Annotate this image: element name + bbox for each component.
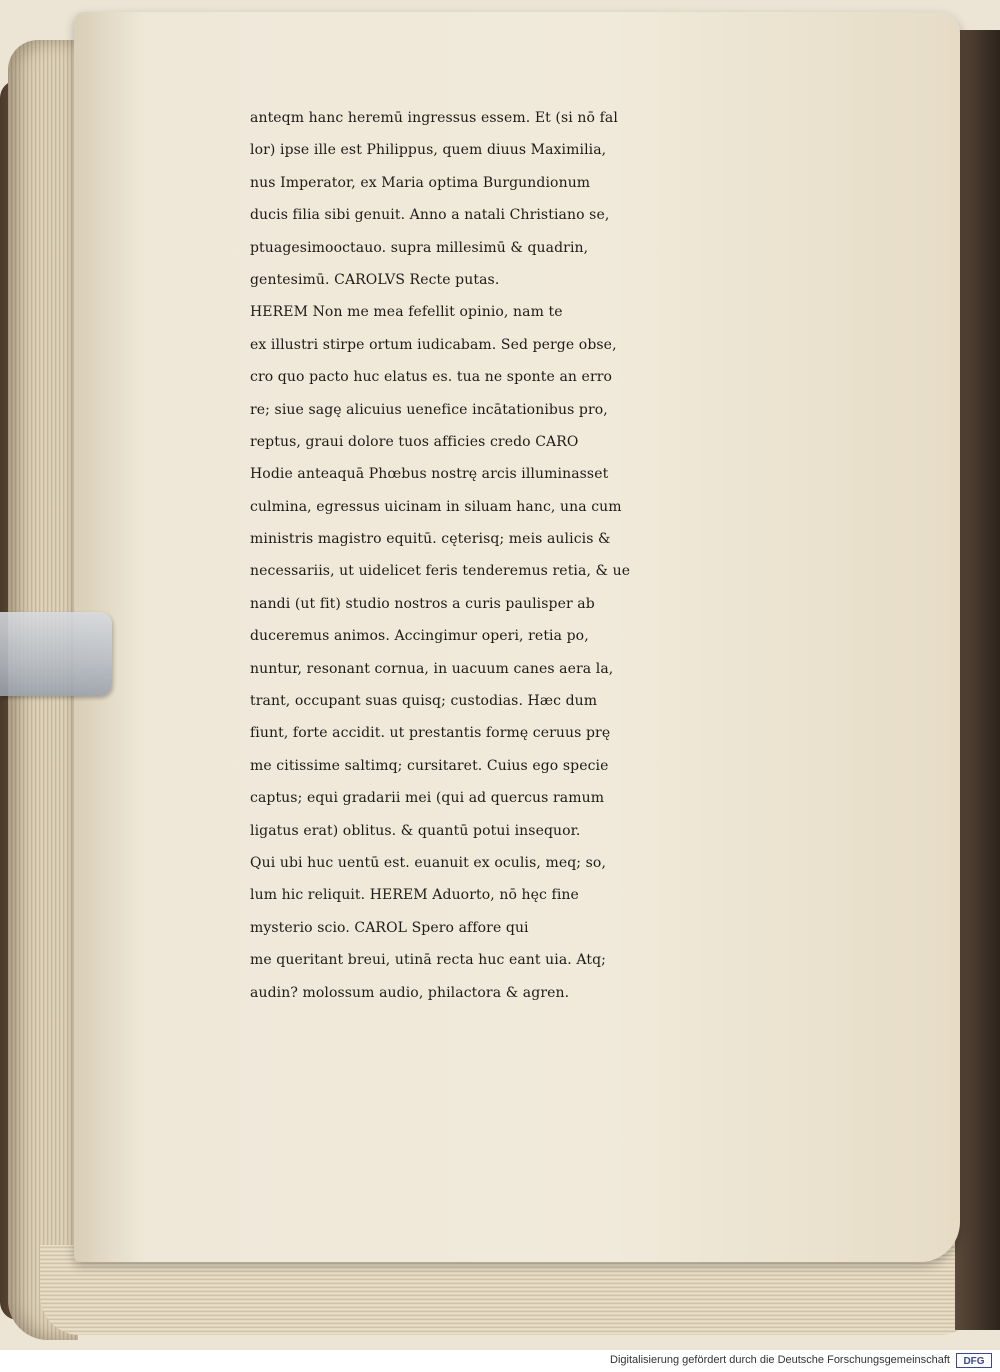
right-binding [955,30,1000,1330]
text-line: nus Imperator, ex Maria optima Burgundionum [250,174,591,191]
text-line: ducis filia sibi genuit. Anno a natali Christiano se, [250,207,610,224]
text-line: ligatus erat) oblitus. & quantū potui insequor. [250,822,581,839]
text-line: lum hic reliquit. HEREM Aduorto, nō hęc fine [250,887,579,904]
dfg-logo-icon: DFG [956,1353,992,1368]
page-text [250,102,870,1009]
text-line: cro quo pacto huc elatus es. tua ne sponte an erro [250,369,613,386]
text-line: ptuagesimooctauo. supra millesimū & quadrin, [250,239,589,256]
text-line: mysterio scio. CAROL Spero affore qui [250,919,529,936]
text-line: culmina, egressus uicinam in siluam hanc, una cum [250,498,622,515]
text-line: gentesimū. CAROLVS Recte putas. [250,271,500,288]
text-line: HEREM Non me mea fefellit opinio, nam te [250,304,563,321]
funding-notice: Digitalisierung gefördert durch die Deutsche Forschungsgemeinschaft [610,1354,950,1366]
text-line: anteqm hanc heremū ingressus essem. Et (si nō fal [250,110,618,126]
text-line: re; siue sagę alicuius uenefice incātationibus pro, [250,401,608,418]
text-line: me queritant breui, utinā recta huc eant uia. Atq; [250,952,606,969]
text-line: nuntur, resonant cornua, in uacuum canes aera la, [250,660,614,677]
footer [0,1350,1000,1372]
bookmark-slip [0,612,112,696]
text-line: lor) ipse ille est Philippus, quem diuus Maximilia, [250,142,607,159]
text-line: necessariis, ut uidelicet feris tenderemus retia, & ue [250,563,631,580]
text-line: Hodie anteaquā Phœbus nostrę arcis illuminasset [250,466,609,483]
text-line: audin? molossum audio, philactora & agren. [250,984,570,1001]
text-line: trant, occupant suas quisq; custodias. Hæc dum [250,693,598,710]
text-line: nandi (ut fit) studio nostros a curis paulisper ab [250,595,595,612]
text-line: Qui ubi huc uentū est. euanuit ex oculis, meq; so, [250,854,607,871]
text-line: duceremus animos. Accingimur operi, retia po, [250,628,589,645]
text-line: fiunt, forte accidit. ut prestantis formę ceruus prę [250,725,611,742]
text-line: ministris magistro equitū. cęterisq; meis aulicis & [250,531,611,548]
text-line: me citissime saltimq; cursitaret. Cuius ego specie [250,757,609,774]
text-line: ex illustri stirpe ortum iudicabam. Sed perge obse, [250,336,617,353]
text-line: reptus, graui dolore tuos afficies credo CARO [250,433,579,450]
text-line: captus; equi gradarii mei (qui ad quercus ramum [250,790,605,807]
